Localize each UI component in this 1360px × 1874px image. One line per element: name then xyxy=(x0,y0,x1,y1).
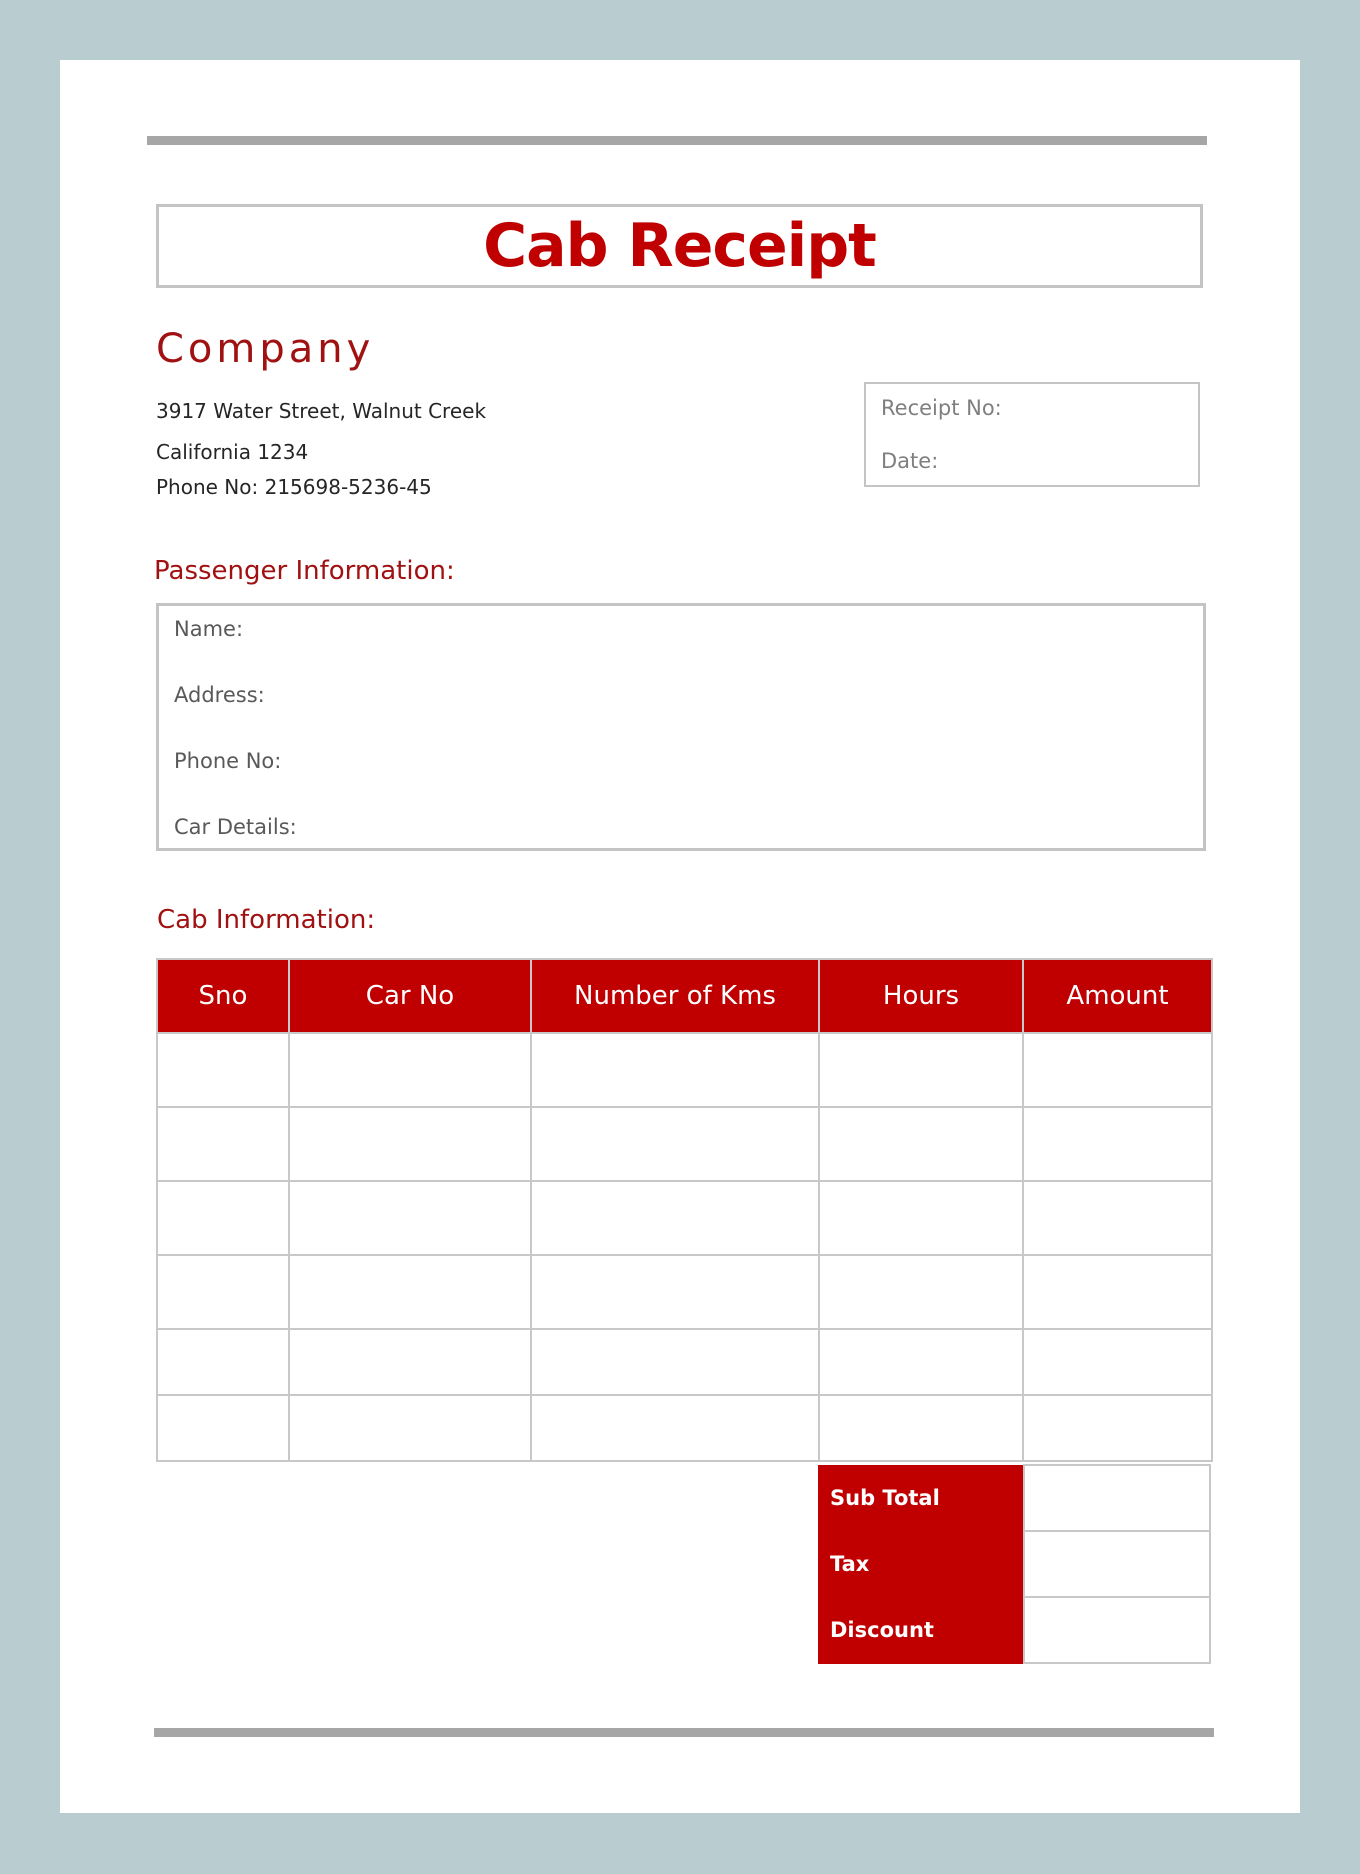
table-cell[interactable] xyxy=(157,1329,289,1395)
table-cell[interactable] xyxy=(1023,1181,1212,1255)
passenger-heading: Passenger Information: xyxy=(154,556,455,586)
passenger-info-box xyxy=(156,603,1206,851)
company-address-line1: 3917 Water Street, Walnut Creek xyxy=(156,399,487,423)
table-cell[interactable] xyxy=(157,1033,289,1107)
top-divider xyxy=(147,136,1207,145)
table-cell[interactable] xyxy=(289,1395,531,1461)
passenger-phone-field[interactable]: Phone No: xyxy=(174,749,282,773)
table-cell[interactable] xyxy=(289,1255,531,1329)
table-cell[interactable] xyxy=(819,1255,1023,1329)
table-cell[interactable] xyxy=(531,1255,819,1329)
table-cell[interactable] xyxy=(531,1329,819,1395)
passenger-name-field[interactable]: Name: xyxy=(174,617,244,641)
table-cell[interactable] xyxy=(289,1329,531,1395)
company-name: Company xyxy=(156,326,375,372)
column-header-hours: Hours xyxy=(819,959,1023,1033)
table-cell[interactable] xyxy=(531,1181,819,1255)
table-header-row xyxy=(157,959,1212,1033)
totals-table xyxy=(818,1464,1211,1664)
table-cell[interactable] xyxy=(531,1395,819,1461)
receipt-page xyxy=(60,60,1300,1813)
receipt-no-field[interactable]: Receipt No: xyxy=(881,396,1002,420)
table-cell[interactable] xyxy=(1023,1329,1212,1395)
table-cell[interactable] xyxy=(819,1181,1023,1255)
company-phone: Phone No: 215698-5236-45 xyxy=(156,475,432,499)
table-cell[interactable] xyxy=(531,1033,819,1107)
table-cell[interactable] xyxy=(819,1329,1023,1395)
receipt-info-box xyxy=(864,382,1200,487)
table-cell[interactable] xyxy=(1023,1395,1212,1461)
discount-label: Discount xyxy=(819,1597,1025,1663)
table-cell[interactable] xyxy=(157,1255,289,1329)
date-field[interactable]: Date: xyxy=(881,449,939,473)
table-row xyxy=(157,1107,1212,1181)
tax-label: Tax xyxy=(819,1531,1025,1597)
bottom-divider xyxy=(154,1728,1214,1737)
table-row xyxy=(157,1033,1212,1107)
title-box xyxy=(156,204,1203,288)
table-row xyxy=(157,1181,1212,1255)
tax-value[interactable] xyxy=(1024,1531,1210,1597)
column-header-amount: Amount xyxy=(1023,959,1212,1033)
table-cell[interactable] xyxy=(157,1181,289,1255)
table-row xyxy=(157,1395,1212,1461)
table-cell[interactable] xyxy=(1023,1107,1212,1181)
table-cell[interactable] xyxy=(1023,1033,1212,1107)
passenger-car-details-field[interactable]: Car Details: xyxy=(174,815,297,839)
passenger-address-field[interactable]: Address: xyxy=(174,683,265,707)
page-title: Cab Receipt xyxy=(483,211,876,281)
table-cell[interactable] xyxy=(819,1395,1023,1461)
discount-value[interactable] xyxy=(1024,1597,1210,1663)
table-cell[interactable] xyxy=(289,1033,531,1107)
table-cell[interactable] xyxy=(157,1107,289,1181)
column-header-kms: Number of Kms xyxy=(531,959,819,1033)
table-row xyxy=(157,1255,1212,1329)
cab-heading: Cab Information: xyxy=(157,905,376,935)
table-cell[interactable] xyxy=(531,1107,819,1181)
tax-row xyxy=(819,1531,1211,1597)
table-cell[interactable] xyxy=(289,1181,531,1255)
column-header-sno: Sno xyxy=(157,959,289,1033)
table-cell[interactable] xyxy=(157,1395,289,1461)
column-header-car-no: Car No xyxy=(289,959,531,1033)
table-cell[interactable] xyxy=(1023,1255,1212,1329)
cab-info-table xyxy=(156,958,1213,1462)
table-cell[interactable] xyxy=(289,1107,531,1181)
table-cell[interactable] xyxy=(819,1107,1023,1181)
discount-row xyxy=(819,1597,1211,1663)
subtotal-row xyxy=(819,1465,1211,1531)
table-row xyxy=(157,1329,1212,1395)
subtotal-value[interactable] xyxy=(1024,1465,1210,1531)
company-address-line2: California 1234 xyxy=(156,440,309,464)
table-cell[interactable] xyxy=(819,1033,1023,1107)
subtotal-label: Sub Total xyxy=(819,1465,1025,1531)
